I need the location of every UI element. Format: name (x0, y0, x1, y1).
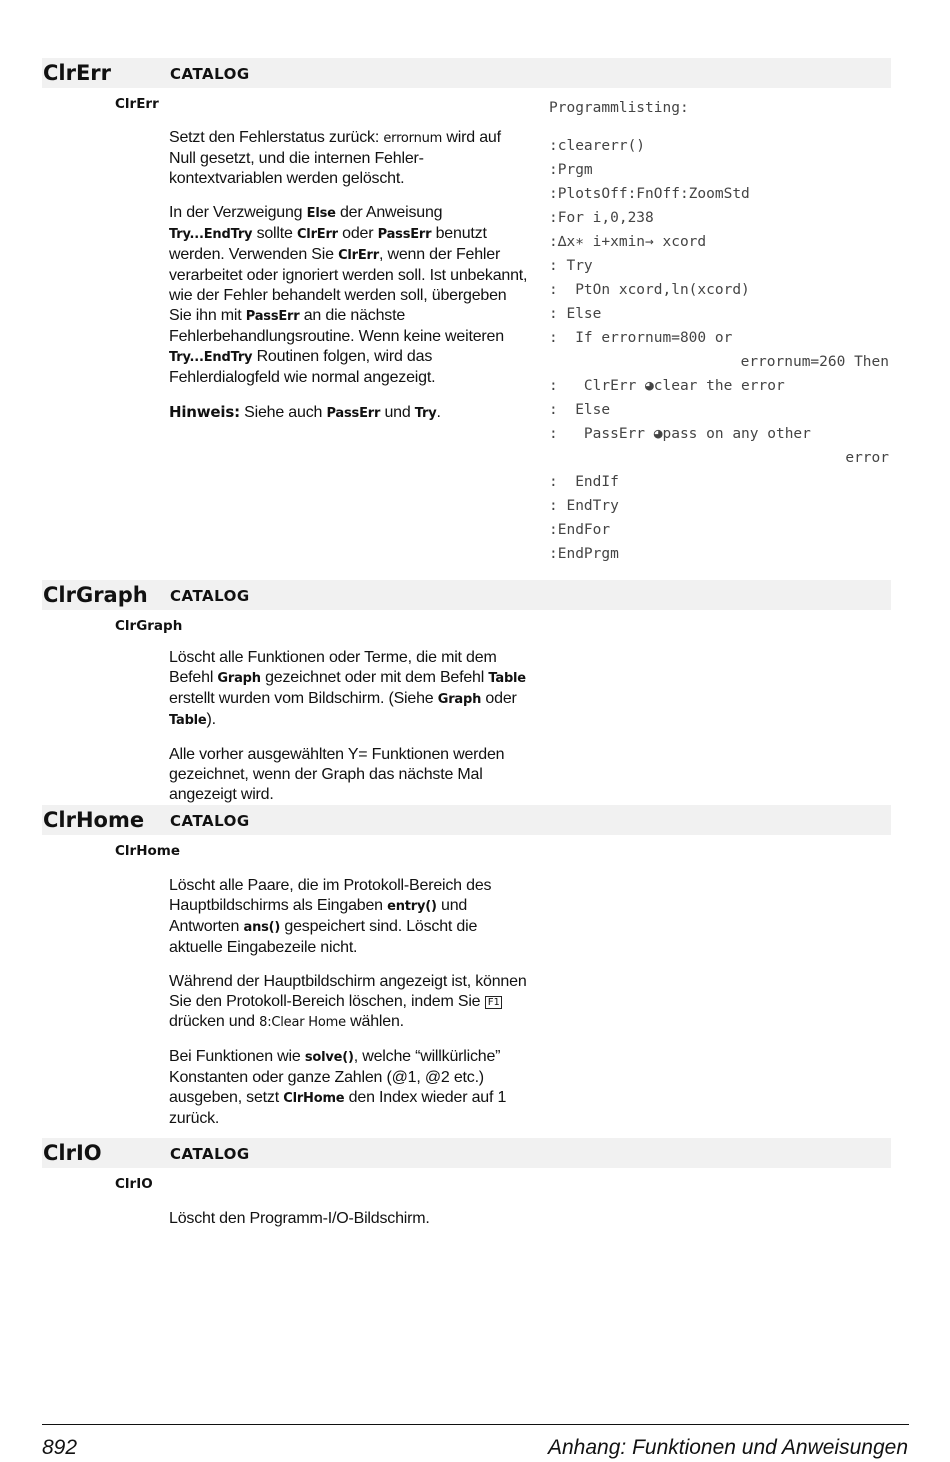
paragraph: Löscht den Programm-I/O-Bildschirm. (169, 1210, 430, 1227)
paragraph: Löscht alle Funktionen oder Terme, die mit dem Befehl Graph gezeichnet oder mit dem Befehl Table erstellt wurden vom Bildschirm. (Siehe Graph oder Table). (169, 649, 526, 728)
code-line: :EndPrgm (549, 546, 619, 562)
code-line: :EndFor (549, 522, 611, 538)
code-line: : Try (549, 258, 593, 274)
paragraph: Alle vorher ausgewählten Y= Funktionen werden gezeichnet, wenn der Graph das nächste Mal angezeigt wird. (169, 746, 505, 803)
paragraph: Setzt den Fehlerstatus zurück: errornum wird auf Null gesetzt, und die internen Fehler-kontextvariablen werden gelöscht. (169, 129, 501, 187)
paragraph: Bei Funktionen wie solve(), welche “willkürliche” Konstanten oder ganze Zahlen (@1, @2 etc.) ausgeben, setzt ClrHome den Index wieder auf 1 zurück. (169, 1048, 507, 1127)
paragraph: In der Verzweigung Else der Anweisung Try...EndTry sollte ClrErr oder PassErr benutzt werden. Verwenden Sie ClrErr, wenn der Fehler verarbeitet oder ignoriert werden soll. Ist unbekannt, wie der Fehler behandelt werden soll, übergeben Sie ihn mit PassErr an die nächste Fehlerbehandlungsroutine. Wenn keine weiteren Try...EndTry Routinen folgen, wird das Fehlerdialogfeld wie normal angezeigt. (169, 204, 528, 386)
code-line: :∆x∗ i+xmin→ xcord (549, 234, 707, 250)
code-line: :For i,0,238 (549, 210, 654, 226)
command-title: ClrIO (43, 1141, 102, 1165)
section-header-clrerr (42, 58, 891, 88)
command-title: ClrErr (43, 61, 112, 85)
section-header-clrio (42, 1138, 891, 1168)
footer-title: Anhang: Funktionen und Anweisungen (548, 1436, 908, 1459)
code-line: : If errornum=800 or (549, 330, 733, 346)
code-line: : EndTry (549, 498, 619, 514)
catalog-label: CATALOG (170, 1145, 250, 1163)
syntax-line: ClrIO (115, 1176, 153, 1192)
code-line: : Else (549, 402, 611, 418)
code-line: :clearerr() (549, 138, 646, 154)
description (169, 876, 529, 1143)
section-header-clrgraph (42, 580, 891, 610)
syntax-line: ClrGraph (115, 618, 183, 634)
syntax-line: ClrErr (115, 96, 159, 112)
catalog-label: CATALOG (170, 65, 250, 83)
paragraph: Während der Hauptbildschirm angezeigt ist, können Sie den Protokoll-Bereich löschen, indem Sie F1 drücken und 8:Clear Home wählen. (169, 973, 527, 1030)
note: Hinweis: Siehe auch PassErr und Try. (169, 403, 441, 421)
program-listing (549, 96, 889, 566)
command-title: ClrGraph (43, 583, 148, 607)
footer-divider (42, 1424, 909, 1425)
code-line: errornum=260 Then (740, 354, 889, 370)
description (169, 1209, 529, 1243)
paragraph: Löscht alle Paare, die im Protokoll-Bereich des Hauptbildschirms als Eingaben entry() und Antworten ans() gespeichert sind. Löscht die aktuelle Eingabezeile nicht. (169, 877, 492, 956)
code-line: :PlotsOff:FnOff:ZoomStd (549, 186, 750, 202)
page-number: 892 (42, 1436, 78, 1459)
code-line: error (845, 450, 889, 466)
code-line: :Prgm (549, 162, 593, 178)
code-line: : PtOn xcord,ln(xcord) (549, 282, 750, 298)
command-title: ClrHome (43, 808, 145, 832)
code-line: : ClrErr ◕clear the error (549, 378, 785, 394)
description (169, 648, 529, 819)
program-title: Programmlisting: (549, 100, 689, 116)
code-line: : EndIf (549, 474, 619, 490)
catalog-label: CATALOG (170, 812, 250, 830)
f1-key-icon: F1 (485, 996, 503, 1009)
code-line: : Else (549, 306, 602, 322)
code-line: : PassErr ◕pass on any other (549, 426, 811, 442)
syntax-line: ClrHome (115, 843, 180, 859)
section-header-clrhome (42, 805, 891, 835)
catalog-label: CATALOG (170, 587, 250, 605)
description (169, 128, 529, 438)
